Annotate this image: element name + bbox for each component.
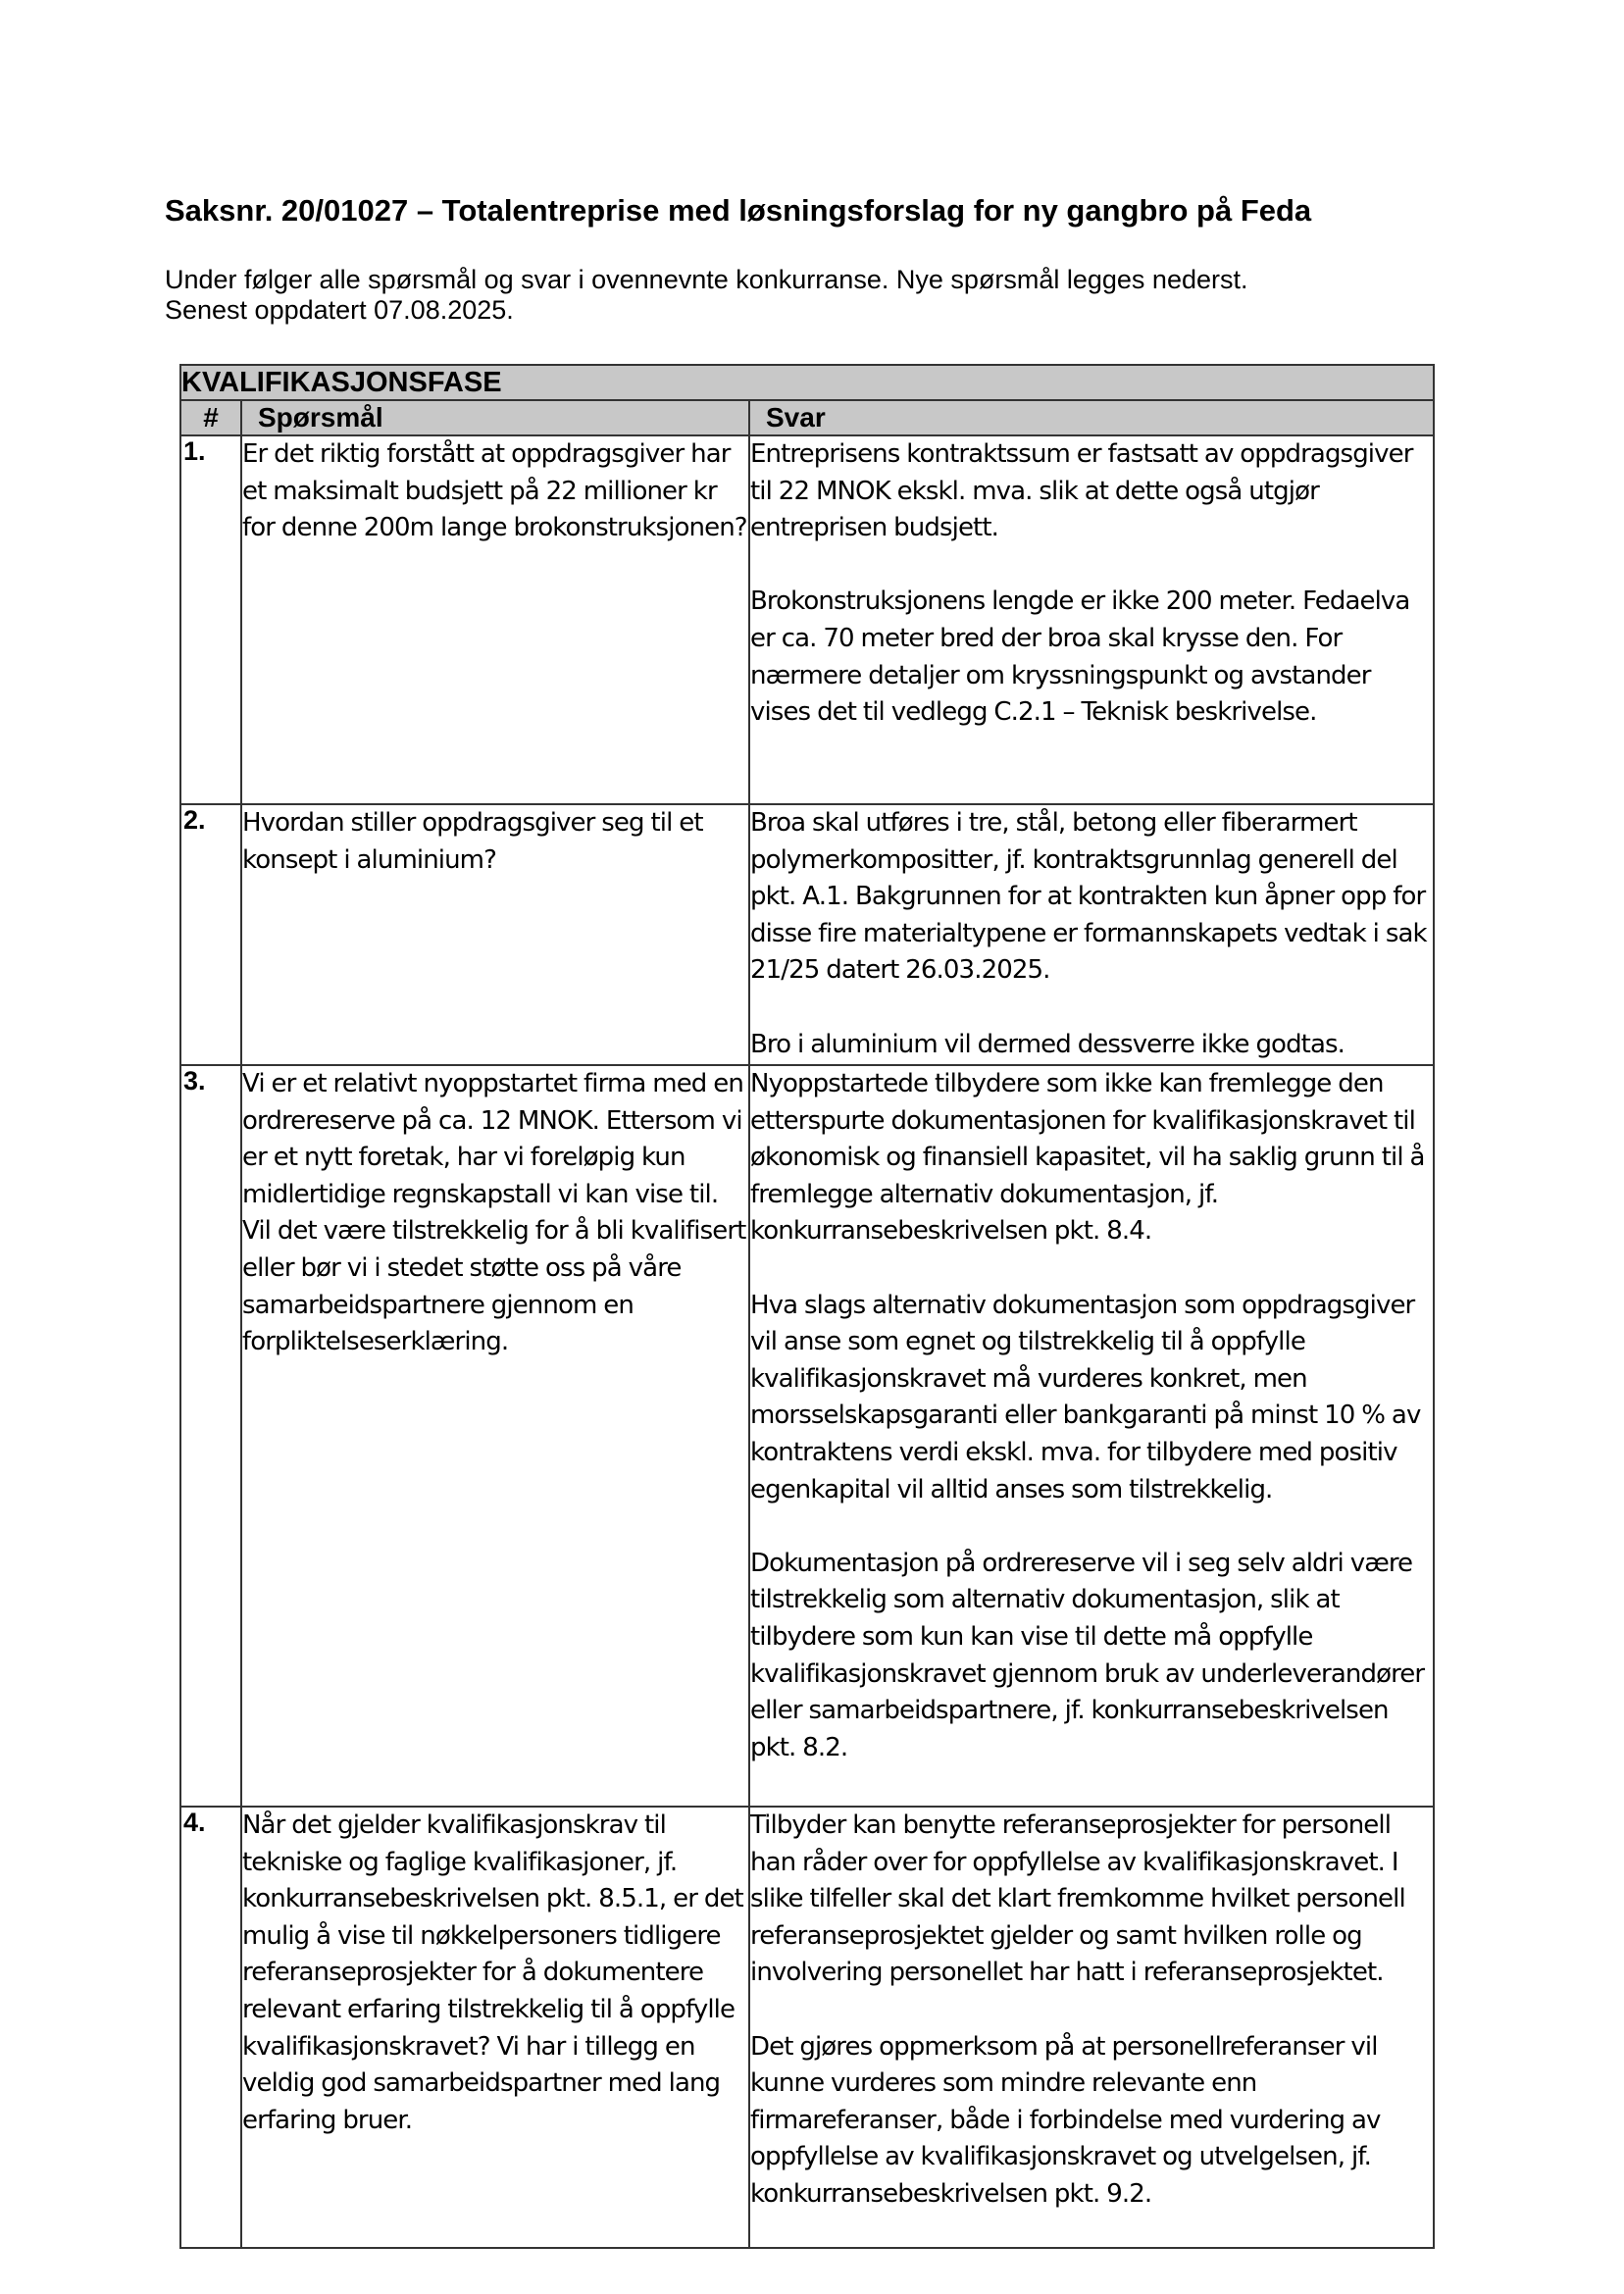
answer-cell [749,435,1434,804]
question-cell: Er det riktig forstått at oppdragsgiver har et maksimalt budsjett på 22 millioner kr for denne 200m lange brokonstruksjonen? [241,435,749,804]
answer-cell [749,804,1434,1065]
answer-paragraph: Entreprisens kontraktssum er fastsatt av oppdragsgiver til 22 MNOK ekskl. mva. slik at dette også utgjør entreprisen budsjett. [750,439,1413,543]
table-row [180,435,1434,804]
header-answer: Svar [749,400,1434,435]
row-number: 1. [180,435,241,804]
table-row [180,1065,1434,1807]
row-number: 3. [180,1065,241,1807]
answer-paragraph: Tilbyder kan benytte referanseprosjekter for personell han råder over for oppfyllelse av kvalifikasjonskravet. I slike tilfeller skal det klart fremkomme hvilket personell referanseprosjektet gjelder og samt hvilken rolle og involvering personellet har hatt i referanseprosjektet. [750,1810,1405,1988]
answer-paragraph: Broa skal utføres i tre, stål, betong eller fiberarmert polymerkompositter, jf. kontraktsgrunnlag generell del pkt. A.1. Bakgrunnen for at kontrakten kun åpner opp for disse fire materialtypene er formannskapets vedtak i sak 21/25 datert 26.03.2025. [750,808,1427,986]
intro-text [165,265,1247,326]
section-header-row [180,365,1434,400]
updated-date-line: Senest oppdatert 07.08.2025. [165,295,514,325]
row-number: 4. [180,1807,241,2248]
answer-cell [749,1065,1434,1807]
intro-line: Under følger alle spørsmål og svar i ovennevnte konkurranse. Nye spørsmål legges nederst. [165,265,1248,294]
qa-table [179,364,1435,2249]
answer-paragraph: Bro i aluminium vil dermed dessverre ikke godtas. [750,1029,1345,1059]
table-row [180,804,1434,1065]
question-cell: Vi er et relativt nyoppstartet firma med en ordrereserve på ca. 12 MNOK. Ettersom vi er et nytt foretak, har vi foreløpig kun midlertidige regnskapstall vi kan vise til. Vil det være tilstrekkelig for å bli kvalifisert eller bør vi i stedet støtte oss på våre samarbeidspartnere gjennom en forpliktelseserklæring. [241,1065,749,1807]
page-title: Saksnr. 20/01027 – Totalentreprise med løsningsforslag for ny gangbro på Feda [165,193,1312,228]
column-header-row [180,400,1434,435]
header-number: # [180,400,241,435]
question-cell: Hvordan stiller oppdragsgiver seg til et konsept i aluminium? [241,804,749,1065]
answer-paragraph: Hva slags alternativ dokumentasjon som oppdragsgiver vil anse som egnet og tilstrekkelig til å oppfylle kvalifikasjonskravet må vurderes konkret, men morsselskapsgaranti eller bankgaranti på minst 10 % av kontraktens verdi ekskl. mva. for tilbydere med positiv egenkapital vil alltid anses som tilstrekkelig. [750,1290,1421,1504]
section-title: KVALIFIKASJONSFASE [180,365,1434,400]
header-question: Spørsmål [241,400,749,435]
table-row [180,1807,1434,2248]
row-number: 2. [180,804,241,1065]
answer-paragraph: Det gjøres oppmerksom på at personellreferanser vil kunne vurderes som mindre relevante enn firmareferanser, både i forbindelse med vurdering av oppfyllelse av kvalifikasjonskravet og utvelgelsen, jf. konkurransebeskrivelsen pkt. 9.2. [750,2031,1381,2209]
answer-paragraph: Dokumentasjon på ordrereserve vil i seg selv aldri være tilstrekkelig som alternativ dokumentasjon, slik at tilbydere som kun kan vise til dette må oppfylle kvalifikasjonskravet gjennom bruk av underleverandører eller samarbeidspartnere, jf. konkurransebeskrivelsen pkt. 8.2. [750,1548,1425,1762]
question-cell: Når det gjelder kvalifikasjonskrav til tekniske og faglige kvalifikasjoner, jf. konkurransebeskrivelsen pkt. 8.5.1, er det mulig å vise til nøkkelpersoners tidligere referanseprosjekter for å dokumentere relevant erfaring tilstrekkelig til å oppfylle kvalifikasjonskravet? Vi har i tillegg en veldig god samarbeidspartner med lang erfaring bruer. [241,1807,749,2248]
answer-cell [749,1807,1434,2248]
answer-paragraph: Brokonstruksjonens lengde er ikke 200 meter. Fedaelva er ca. 70 meter bred der broa skal krysse den. For nærmere detaljer om kryssningspunkt og avstander vises det til vedlegg C.2.1 – Teknisk beskrivelse. [750,586,1410,728]
answer-paragraph: Nyoppstartede tilbydere som ikke kan fremlegge den etterspurte dokumentasjonen for kvalifikasjonskravet til økonomisk og finansiell kapasitet, vil ha saklig grunn til å fremlegge alternativ dokumentasjon, jf. konkurransebeskrivelsen pkt. 8.4. [750,1069,1425,1247]
